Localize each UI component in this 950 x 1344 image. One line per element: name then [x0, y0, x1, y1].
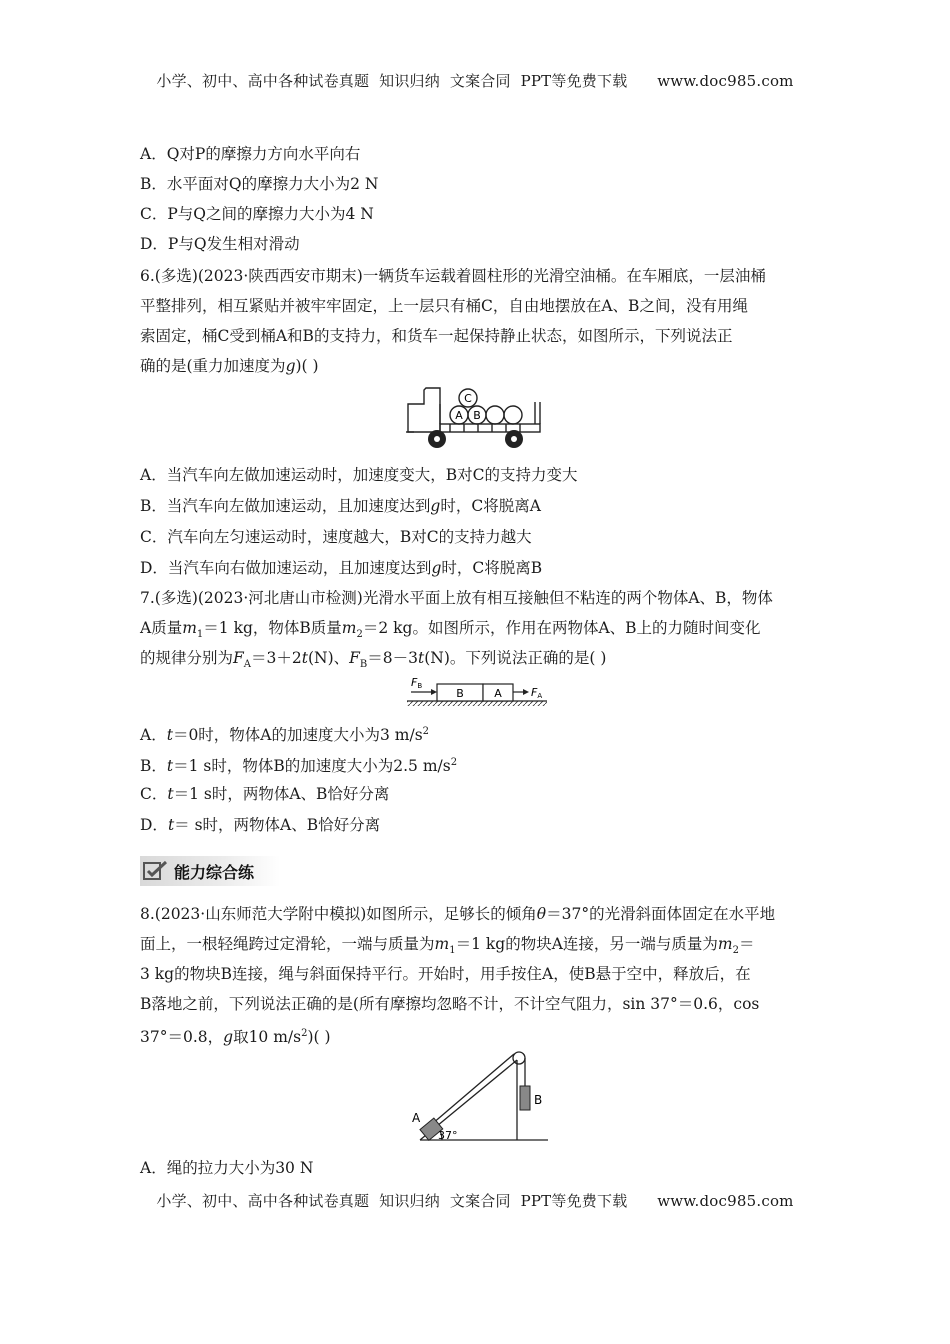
q6-stem-line-1: 6.(多选)(2023·陕西西安市期末)一辆货车运载着圆柱形的光滑空油桶。在车厢底，一层油桶 — [140, 267, 766, 285]
label-a: A — [455, 409, 463, 422]
block-b — [520, 1086, 530, 1110]
q6-truck-figure — [404, 384, 554, 454]
q6-option-b: B．当汽车向左做加速运动，且加速度达到g时，C将脱离A — [140, 497, 541, 515]
q8-option-a: A．绳的拉力大小为30 N — [140, 1159, 314, 1177]
section-header — [140, 856, 280, 886]
q5-option-a: A．Q对P的摩擦力方向水平向右 — [140, 145, 361, 163]
q6-option-c: C．汽车向左匀速运动时，速度越大，B对C的支持力越大 — [140, 528, 532, 546]
q6-stem-line-3: 索固定，桶C受到桶A和B的支持力，和货车一起保持静止状态，如图所示，下列说法正 — [140, 327, 733, 345]
q7-stem-line-3: 的规律分别为$F_A=3+2t(N)$、$F_B=8-3t(N)$。下列说法正确的是( ) — [140, 649, 607, 671]
label-fb: FB — [411, 676, 423, 690]
q8-stem-line-5: 37°＝0.8，g取10 $m/s^2$)( ) — [140, 1028, 331, 1047]
rope-incline — [432, 1054, 514, 1124]
truck-bed — [440, 424, 540, 432]
q7-option-d: D．t＝ s时，两物体A、B恰好分离 — [140, 816, 381, 834]
label-c: C — [464, 392, 472, 405]
q7-blocks-figure — [405, 674, 555, 710]
q5-option-c: C．P与Q之间的摩擦力大小为4 N — [140, 205, 374, 223]
q8-stem-line-2: 面上，一根轻绳跨过定滑轮，一端与质量为$m_1=1$ kg的物块A连接，另一端与质量为$m_2=$ — [140, 935, 755, 957]
label-b: B — [534, 1093, 543, 1107]
q7-stem-line-1: 7.(多选)(2023·河北唐山市检测)光滑水平面上放有相互接触但不粘连的两个物体A、B，物体 — [140, 589, 773, 607]
q5-option-d: D．P与Q发生相对滑动 — [140, 235, 300, 253]
page-header: 小学、初中、高中各种试卷真题 知识归纳 文案合同 PPT等免费下载 www.doc985.com — [156, 72, 794, 90]
pulley — [513, 1052, 525, 1064]
label-fa: FA — [531, 686, 543, 700]
q7-stem-line-2: A质量$m_1=1$ kg，物体B质量$m_2=2$ kg。如图所示，作用在两物体A、B上的力随时间变化 — [140, 619, 761, 641]
section-title: 能力综合练 — [174, 862, 255, 882]
q6-option-d: D．当汽车向右做加速运动，且加速度达到g时，C将脱离B — [140, 559, 543, 577]
q7-option-c: C．t＝1 s时，两物体A、B恰好分离 — [140, 785, 390, 803]
label-a: A — [412, 1111, 421, 1125]
q8-stem-line-1: 8.(2023·山东师范大学附中模拟)如图所示，足够长的倾角θ＝37°的光滑斜面体固定在水平地 — [140, 905, 776, 923]
q6-stem-line-2: 平整排列，相互紧贴并被牢牢固定，上一层只有桶C，自由地摆放在A、B之间，没有用绳 — [140, 297, 748, 315]
q7-option-b: B．t＝1 s时，物体B的加速度大小为2.5 $m/s^2$ — [140, 757, 458, 776]
truck-cab — [408, 388, 440, 432]
label-angle: 37° — [438, 1129, 458, 1142]
q7-option-a: A．t＝0时，物体A的加速度大小为3 $m/s^2$ — [140, 726, 430, 745]
q6-stem-line-4: 确的是(重力加速度为g)( ) — [140, 357, 319, 375]
q8-stem-line-3: 3 kg的物块B连接，绳与斜面保持平行。开始时，用手按住A，使B悬于空中，释放后，在 — [140, 965, 751, 983]
checklist-icon — [142, 860, 168, 882]
q8-stem-line-4: B落地之前，下列说法正确的是(所有摩擦均忽略不计，不计空气阻力，sin 37°＝0.6，cos — [140, 995, 760, 1013]
label-b: B — [473, 409, 481, 422]
q6-option-a: A．当汽车向左做加速运动时，加速度变大，B对C的支持力变大 — [140, 466, 578, 484]
label-block-a: A — [494, 687, 502, 700]
label-block-b: B — [456, 687, 464, 700]
q8-incline-figure — [400, 1050, 552, 1146]
q5-option-b: B．水平面对Q的摩擦力大小为2 N — [140, 175, 379, 193]
page-footer: 小学、初中、高中各种试卷真题 知识归纳 文案合同 PPT等免费下载 www.doc985.com — [156, 1192, 794, 1210]
